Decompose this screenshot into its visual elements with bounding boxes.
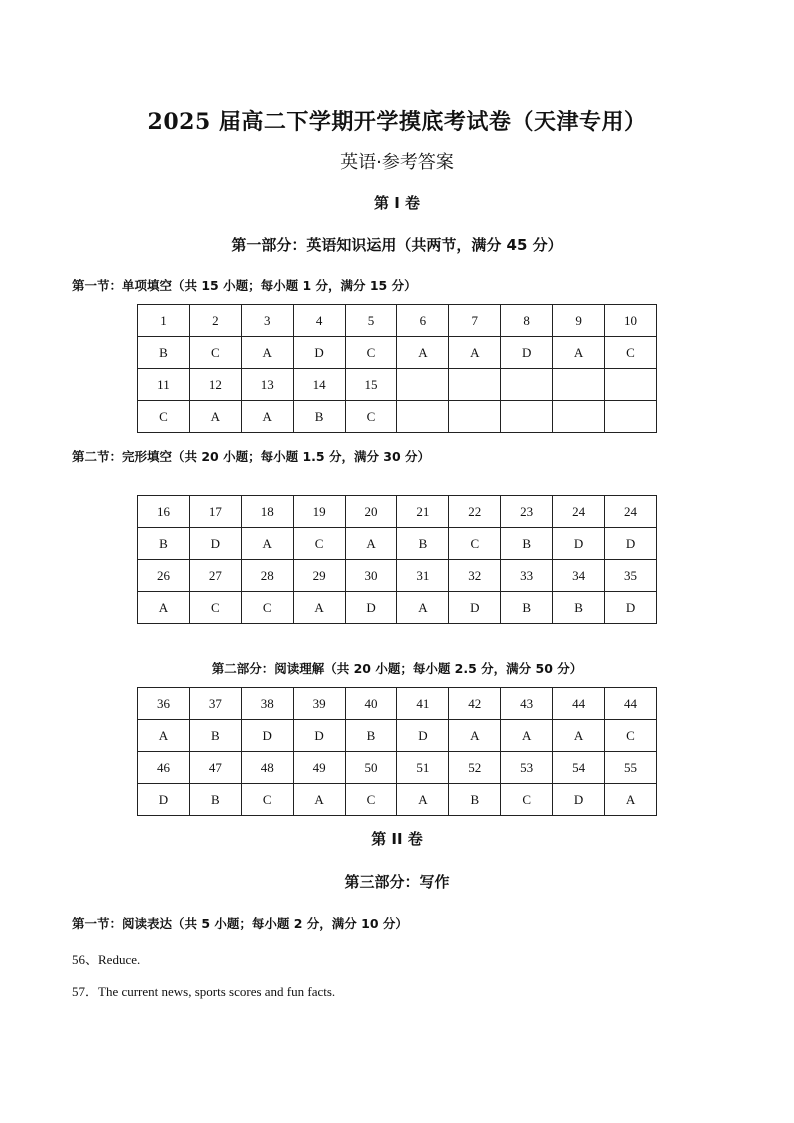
answer-57: 57．The current news, sports scores and fun facts.: [72, 984, 336, 999]
question-number-cell: 20: [345, 496, 397, 528]
question-number-cell: 40: [345, 688, 397, 720]
question-number-cell: 3: [241, 305, 293, 337]
answer-cell: C: [501, 784, 553, 816]
answer-row: [138, 720, 657, 752]
question-number-cell: 30: [345, 560, 397, 592]
answer-cell: D: [553, 528, 605, 560]
question-number-cell: 14: [293, 369, 345, 401]
question-number-cell: 34: [553, 560, 605, 592]
answer-cell: D: [501, 337, 553, 369]
question-number-cell: 18: [241, 496, 293, 528]
answer-cell: D: [605, 592, 657, 624]
answer-cell: A: [605, 784, 657, 816]
answer-cell: A: [397, 784, 449, 816]
answer-cell: B: [293, 401, 345, 433]
answer-cell: B: [189, 784, 241, 816]
question-number-cell: 35: [605, 560, 657, 592]
question-number-cell: 46: [138, 752, 190, 784]
question-number-cell: 5: [345, 305, 397, 337]
answer-table-part-2: [137, 687, 657, 816]
answer-cell: D: [345, 592, 397, 624]
question-number-cell: 8: [501, 305, 553, 337]
answer-cell: C: [138, 401, 190, 433]
question-number-cell: 32: [449, 560, 501, 592]
answer-cell: B: [189, 720, 241, 752]
question-number-cell: 6: [397, 305, 449, 337]
question-number-cell: 44: [605, 688, 657, 720]
question-number-cell: 12: [189, 369, 241, 401]
question-number-cell: 42: [449, 688, 501, 720]
answer-cell: D: [449, 592, 501, 624]
answer-row: [138, 592, 657, 624]
question-number-cell: 47: [189, 752, 241, 784]
question-number-cell: 27: [189, 560, 241, 592]
part-1-heading: 第一部分：英语知识运用（共两节，满分 45 分）: [231, 236, 563, 254]
document-subtitle: 英语·参考答案: [340, 152, 454, 173]
question-number-cell: [449, 369, 501, 401]
answer-cell: B: [553, 592, 605, 624]
answer-cell: B: [138, 528, 190, 560]
answer-cell: C: [345, 401, 397, 433]
answer-cell: A: [138, 592, 190, 624]
question-number-cell: 50: [345, 752, 397, 784]
question-number-row: [138, 496, 657, 528]
question-number-cell: 2: [189, 305, 241, 337]
answer-cell: C: [189, 592, 241, 624]
answer-cell: B: [397, 528, 449, 560]
question-number-cell: 29: [293, 560, 345, 592]
answer-cell: C: [605, 337, 657, 369]
question-number-cell: 26: [138, 560, 190, 592]
question-number-cell: 38: [241, 688, 293, 720]
question-number-cell: 1: [138, 305, 190, 337]
answer-row: [138, 528, 657, 560]
question-number-cell: 37: [189, 688, 241, 720]
question-number-cell: 19: [293, 496, 345, 528]
answer-cell: [553, 401, 605, 433]
answer-row: [138, 337, 657, 369]
question-number-cell: 11: [138, 369, 190, 401]
volume-1-heading: 第 I 卷: [373, 194, 421, 212]
answer-cell: D: [241, 720, 293, 752]
volume-2-heading: 第 II 卷: [371, 830, 423, 848]
answer-cell: D: [397, 720, 449, 752]
question-number-cell: 51: [397, 752, 449, 784]
question-number-cell: 33: [501, 560, 553, 592]
answer-cell: C: [345, 784, 397, 816]
answer-cell: [605, 401, 657, 433]
question-number-cell: 10: [605, 305, 657, 337]
question-number-cell: 36: [138, 688, 190, 720]
question-number-cell: 17: [189, 496, 241, 528]
answer-row: [138, 401, 657, 433]
question-number-cell: 31: [397, 560, 449, 592]
answer-cell: D: [293, 720, 345, 752]
question-number-row: [138, 688, 657, 720]
answer-cell: A: [553, 720, 605, 752]
question-number-cell: 23: [501, 496, 553, 528]
section-3-heading: 第一节：阅读表达（共 5 小题；每小题 2 分，满分 10 分）: [72, 916, 408, 931]
answer-cell: D: [189, 528, 241, 560]
answer-cell: D: [138, 784, 190, 816]
question-number-cell: 28: [241, 560, 293, 592]
answer-cell: A: [449, 337, 501, 369]
answer-cell: C: [605, 720, 657, 752]
question-number-cell: 22: [449, 496, 501, 528]
answer-cell: C: [189, 337, 241, 369]
question-number-cell: 55: [605, 752, 657, 784]
question-number-cell: 52: [449, 752, 501, 784]
answer-cell: C: [293, 528, 345, 560]
answer-cell: A: [241, 528, 293, 560]
answer-cell: A: [501, 720, 553, 752]
question-number-cell: 4: [293, 305, 345, 337]
answer-cell: B: [138, 337, 190, 369]
answer-cell: A: [553, 337, 605, 369]
section-2-heading: 第二节：完形填空（共 20 小题；每小题 1.5 分，满分 30 分）: [72, 449, 431, 464]
question-number-row: [138, 305, 657, 337]
answer-cell: B: [449, 784, 501, 816]
answer-cell: B: [501, 592, 553, 624]
question-number-cell: 49: [293, 752, 345, 784]
answer-cell: A: [449, 720, 501, 752]
answer-cell: D: [293, 337, 345, 369]
question-number-cell: 13: [241, 369, 293, 401]
question-number-row: [138, 369, 657, 401]
question-number-cell: 41: [397, 688, 449, 720]
question-number-cell: 54: [553, 752, 605, 784]
part-3-heading: 第三部分：写作: [344, 873, 450, 891]
question-number-cell: [553, 369, 605, 401]
question-number-cell: 53: [501, 752, 553, 784]
answer-cell: B: [345, 720, 397, 752]
question-number-cell: 39: [293, 688, 345, 720]
part-2-heading: 第二部分：阅读理解（共 20 小题；每小题 2.5 分，满分 50 分）: [211, 661, 583, 676]
answer-cell: D: [605, 528, 657, 560]
question-number-cell: 24: [553, 496, 605, 528]
answer-cell: C: [241, 592, 293, 624]
answer-cell: A: [293, 784, 345, 816]
answer-cell: [501, 401, 553, 433]
document-title: 2025 届高二下学期开学摸底考试卷（天津专用）: [147, 109, 647, 135]
answer-cell: C: [449, 528, 501, 560]
answer-cell: A: [397, 592, 449, 624]
question-number-cell: [605, 369, 657, 401]
answer-row: [138, 784, 657, 816]
question-number-row: [138, 560, 657, 592]
question-number-cell: 15: [345, 369, 397, 401]
answer-cell: [397, 401, 449, 433]
question-number-cell: [501, 369, 553, 401]
answer-cell: A: [241, 401, 293, 433]
answer-56: 56、Reduce.: [72, 952, 141, 967]
question-number-cell: 7: [449, 305, 501, 337]
question-number-cell: 43: [501, 688, 553, 720]
answer-table-section-2: [137, 495, 657, 624]
question-number-cell: [397, 369, 449, 401]
answer-cell: C: [345, 337, 397, 369]
answer-cell: A: [397, 337, 449, 369]
answer-cell: A: [189, 401, 241, 433]
answer-cell: A: [138, 720, 190, 752]
question-number-cell: 16: [138, 496, 190, 528]
question-number-cell: 48: [241, 752, 293, 784]
answer-cell: [449, 401, 501, 433]
question-number-cell: 21: [397, 496, 449, 528]
answer-cell: A: [241, 337, 293, 369]
question-number-cell: 44: [553, 688, 605, 720]
answer-cell: A: [293, 592, 345, 624]
question-number-cell: 9: [553, 305, 605, 337]
answer-cell: B: [501, 528, 553, 560]
answer-cell: C: [241, 784, 293, 816]
section-1-heading: 第一节：单项填空（共 15 小题；每小题 1 分，满分 15 分）: [72, 278, 417, 293]
answer-cell: A: [345, 528, 397, 560]
question-number-row: [138, 752, 657, 784]
question-number-cell: 24: [605, 496, 657, 528]
answer-table-section-1: [137, 304, 657, 433]
answer-cell: D: [553, 784, 605, 816]
